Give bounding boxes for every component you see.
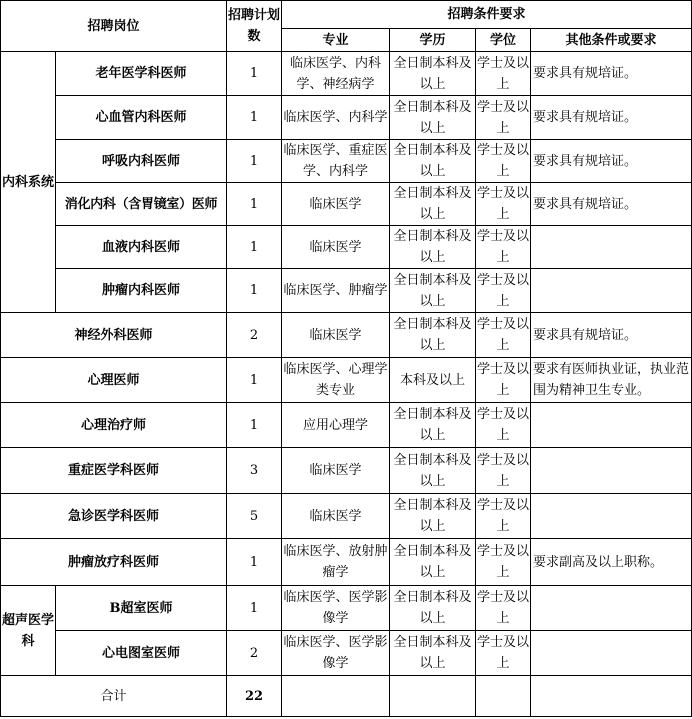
education-cell: 全日制本科及以上	[390, 631, 476, 676]
position-cell: 消化内科（含胃镜室）医师	[56, 183, 227, 226]
other-cell: 要求具有规培证。	[531, 96, 692, 140]
count-cell: 1	[227, 183, 282, 226]
education-cell: 全日制本科及以上	[390, 52, 476, 96]
header-conditions: 招聘条件要求	[282, 1, 692, 29]
degree-cell: 学士及以上	[476, 494, 531, 539]
degree-cell: 学士及以上	[476, 140, 531, 183]
count-cell: 1	[227, 226, 282, 269]
count-cell: 5	[227, 494, 282, 539]
other-cell: 要求具有规培证。	[531, 140, 692, 183]
table-row	[1, 586, 692, 631]
degree-cell: 学士及以上	[476, 313, 531, 358]
table-row	[1, 140, 692, 183]
other-cell	[531, 586, 692, 631]
major-cell: 临床医学、心理学类专业	[282, 358, 390, 403]
major-cell: 临床医学、医学影像学	[282, 586, 390, 631]
major-cell: 临床医学、医学影像学	[282, 631, 390, 676]
position-cell: 心理治疗师	[1, 403, 227, 448]
degree-cell: 学士及以上	[476, 96, 531, 140]
position-cell: 呼吸内科医师	[56, 140, 227, 183]
education-cell: 全日制本科及以上	[390, 586, 476, 631]
education-cell: 全日制本科及以上	[390, 226, 476, 269]
major-cell: 临床医学	[282, 183, 390, 226]
other-cell	[531, 269, 692, 313]
header-position: 招聘岗位	[1, 1, 227, 52]
count-cell: 1	[227, 52, 282, 96]
education-cell: 全日制本科及以上	[390, 539, 476, 586]
header-other: 其他条件或要求	[531, 29, 692, 52]
table-row	[1, 539, 692, 586]
count-cell: 1	[227, 358, 282, 403]
header-plan: 招聘计划数	[227, 1, 282, 52]
empty-cell	[282, 676, 390, 717]
degree-cell: 学士及以上	[476, 631, 531, 676]
degree-cell: 学士及以上	[476, 183, 531, 226]
degree-cell: 学士及以上	[476, 403, 531, 448]
position-cell: B超室医师	[56, 586, 227, 631]
education-cell: 全日制本科及以上	[390, 494, 476, 539]
table-row	[1, 183, 692, 226]
major-cell: 临床医学	[282, 494, 390, 539]
table-row	[1, 52, 692, 96]
degree-cell: 学士及以上	[476, 52, 531, 96]
empty-cell	[390, 676, 476, 717]
table-row	[1, 631, 692, 676]
table-row	[1, 403, 692, 448]
count-cell: 1	[227, 403, 282, 448]
education-cell: 全日制本科及以上	[390, 448, 476, 494]
other-cell: 要求有医师执业证，执业范围为精神卫生专业。	[531, 358, 692, 403]
header-education: 学历	[390, 29, 476, 52]
position-cell: 急诊医学科医师	[1, 494, 227, 539]
position-cell: 肿瘤放疗科医师	[1, 539, 227, 586]
other-cell	[531, 226, 692, 269]
position-cell: 重症医学科医师	[1, 448, 227, 494]
degree-cell: 学士及以上	[476, 586, 531, 631]
education-cell: 全日制本科及以上	[390, 313, 476, 358]
other-cell: 要求副高及以上职称。	[531, 539, 692, 586]
header-degree: 学位	[476, 29, 531, 52]
major-cell: 临床医学	[282, 313, 390, 358]
degree-cell: 学士及以上	[476, 539, 531, 586]
count-cell: 1	[227, 539, 282, 586]
education-cell: 本科及以上	[390, 358, 476, 403]
count-cell: 1	[227, 586, 282, 631]
position-cell: 血液内科医师	[56, 226, 227, 269]
count-cell: 2	[227, 313, 282, 358]
major-cell: 临床医学、内科学	[282, 96, 390, 140]
table-row	[1, 494, 692, 539]
education-cell: 全日制本科及以上	[390, 140, 476, 183]
count-cell: 1	[227, 96, 282, 140]
degree-cell: 学士及以上	[476, 269, 531, 313]
count-cell: 2	[227, 631, 282, 676]
count-cell: 3	[227, 448, 282, 494]
other-cell	[531, 631, 692, 676]
position-cell: 老年医学科医师	[56, 52, 227, 96]
degree-cell: 学士及以上	[476, 226, 531, 269]
table-row	[1, 448, 692, 494]
education-cell: 全日制本科及以上	[390, 403, 476, 448]
table-row	[1, 358, 692, 403]
position-cell: 神经外科医师	[1, 313, 227, 358]
degree-cell: 学士及以上	[476, 448, 531, 494]
position-cell: 心电图室医师	[56, 631, 227, 676]
group-ultrasound: 超声医学科	[1, 586, 56, 676]
count-cell: 1	[227, 140, 282, 183]
major-cell: 临床医学、内科学、神经病学	[282, 52, 390, 96]
other-cell: 要求具有规培证。	[531, 183, 692, 226]
major-cell: 应用心理学	[282, 403, 390, 448]
table-row	[1, 269, 692, 313]
other-cell	[531, 494, 692, 539]
other-cell	[531, 448, 692, 494]
education-cell: 全日制本科及以上	[390, 269, 476, 313]
major-cell: 临床医学	[282, 448, 390, 494]
position-cell: 心理医师	[1, 358, 227, 403]
education-cell: 全日制本科及以上	[390, 183, 476, 226]
total-count: 22	[227, 676, 282, 717]
table-row	[1, 226, 692, 269]
major-cell: 临床医学、放射肿瘤学	[282, 539, 390, 586]
major-cell: 临床医学、重症医学、内科学	[282, 140, 390, 183]
major-cell: 临床医学、肿瘤学	[282, 269, 390, 313]
position-cell: 肿瘤内科医师	[56, 269, 227, 313]
total-row	[1, 676, 692, 717]
empty-cell	[531, 676, 692, 717]
major-cell: 临床医学	[282, 226, 390, 269]
position-cell: 心血管内科医师	[56, 96, 227, 140]
table-row	[1, 96, 692, 140]
total-label: 合计	[1, 676, 227, 717]
other-cell: 要求具有规培证。	[531, 52, 692, 96]
other-cell: 要求具有规培证。	[531, 313, 692, 358]
other-cell	[531, 403, 692, 448]
group-internal: 内科系统	[1, 52, 56, 313]
header-row-top	[1, 1, 692, 29]
table-row	[1, 313, 692, 358]
header-major: 专业	[282, 29, 390, 52]
empty-cell	[476, 676, 531, 717]
count-cell: 1	[227, 269, 282, 313]
education-cell: 全日制本科及以上	[390, 96, 476, 140]
degree-cell: 学士及以上	[476, 358, 531, 403]
